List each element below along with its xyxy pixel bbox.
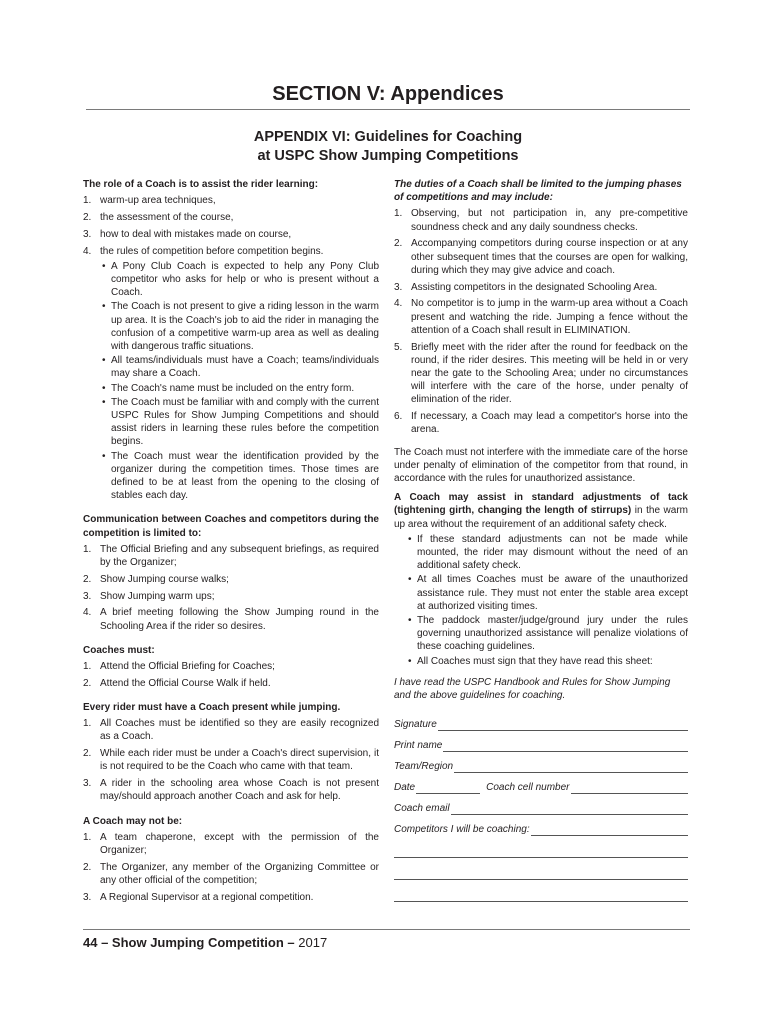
list-item: 4. the rules of competition before competition begins. • A Pony Club Coach is expected to help any Pony Club competitor who asks for help or who is present without a Coach. • The Coach is not present to give a riding lesson in the warm up area. It is the Coach's job to aid the rider in managing the confusion of a competitive warm-up area as well as dealing with dangerous traffic situations. • All teams/individuals must have a Coach; teams/individuals may share a Coach. • The Coach's name must be included on the entry form. • The Coach must be familiar with and comply with the current USPC Rules for Show Jumping Competitions and should assist riders in learning these rules before the competition begins. • The Coach must wear the identification provided by the organizer during the competition times. Those times are defined to be at least from the opening to the closing of stables each day. [83, 245, 379, 502]
signature-field[interactable]: Signature [394, 710, 688, 731]
role-heading: The role of a Coach is to assist the rider learning: [83, 179, 319, 190]
print-name-field[interactable]: Print name [394, 731, 688, 752]
role-list [83, 194, 379, 502]
section-title: SECTION V: Appendices [272, 83, 504, 105]
list-item: 2. While each rider must be under a Coach's direct supervision, it is not required to be the Coach who came with that team. [83, 748, 379, 773]
list-item: 3. A rider in the schooling area whose Coach is not present may/should approach another Coach and ask for help. [83, 778, 379, 803]
may-not-be-list [83, 831, 379, 904]
coaches-must-list [83, 660, 379, 690]
list-item: 5. Briefly meet with the rider after the round for feedback on the round, if the rider desires. This meeting will be held in or very near the gate to the Schooling Area; under no circumstances will interfere with the care of the horse, under penalty of elimination of the rider. [394, 341, 688, 406]
bullet-item: • All Coaches must sign that they have read this sheet: [408, 655, 653, 667]
date-cell-field[interactable]: Date Coach cell number [394, 773, 688, 794]
list-item: 3. Assisting competitors in the designated Schooling Area. [394, 281, 658, 293]
left-column [83, 178, 379, 908]
every-rider-list [83, 717, 379, 803]
list-item: 2. Accompanying competitors during course inspection or at any other subsequent times that the courses are open for walking, during which they may give advice and coach. [394, 238, 688, 276]
list-item: 1. All Coaches must be identified so they are easily recognized as a Coach. [83, 718, 379, 743]
may-not-be-heading: A Coach may not be: [83, 815, 183, 827]
list-item: 1. Observing, but not participation in, any pre-competitive soundness check and any daily soundness checks. [394, 208, 688, 233]
list-item: 2. Show Jumping course walks; [83, 573, 229, 585]
list-item: 2. The Organizer, any member of the Organizing Committee or any other official of the competition; [83, 861, 379, 887]
tack-bullet-list [406, 533, 688, 668]
competitors-field[interactable]: Competitors I will be coaching: [394, 815, 688, 836]
list-item: 1. Attend the Official Briefing for Coaches; [83, 661, 275, 673]
coaches-must-heading: Coaches must: [83, 644, 155, 656]
appendix-title [86, 128, 690, 166]
list-item: 6. If necessary, a Coach may lead a competitor's horse into the arena. [394, 411, 688, 436]
interference-paragraph: The Coach must not interfere with the immediate care of the horse under penalty of elimination of the competitor from that round, in accordance with the rules for unauthorized assistance. [394, 446, 688, 485]
read-statement: I have read the USPC Handbook and Rules for Show Jumping and the above guidelines for coaching. [394, 676, 671, 702]
list-item: 3. A Regional Supervisor at a regional competition. [83, 891, 314, 903]
list-item: 4. A brief meeting following the Show Jumping round in the Schooling Area if the rider so desires. [83, 607, 379, 632]
communication-heading: Communication between Coaches and competitors during the competition is limited to: [83, 514, 379, 539]
bullet-item: • The paddock master/judge/ground jury under the rules governing unauthorized assistance will penalize violations of these coaching guidelines. [408, 615, 688, 653]
communication-list [83, 543, 379, 633]
bullet-item: • A Pony Club Coach is expected to help any Pony Club competitor who asks for help or who is present without a Coach. [102, 260, 379, 299]
list-item: 2. Attend the Official Course Walk if held. [83, 677, 271, 689]
competitors-line[interactable] [394, 880, 688, 902]
list-item: 3. how to deal with mistakes made on course, [83, 228, 292, 240]
bullet-item: • The Coach must wear the identification provided by the organizer during the competition times. Those times are defined to be at least from the opening to the closing of stables each day. [102, 450, 379, 502]
bullet-item: • The Coach is not present to give a riding lesson in the warm up area. It is the Coach's job to aid the rider in managing the confusion of a competitive warm-up area as well as dealing with dangerous traffic situations. [102, 301, 379, 353]
competitors-line[interactable] [394, 836, 688, 858]
tack-adjustment-heading: A Coach may assist in standard adjustments of tack (tightening girth, changing the length of stirrups) in the warm up area without the requirement of an additional safety check. [394, 492, 688, 530]
list-item: 2. the assessment of the course, [83, 212, 234, 223]
list-item: 1. A team chaperone, except with the permission of the Organizer; [83, 831, 379, 857]
coach-email-field[interactable]: Coach email [394, 794, 688, 815]
duties-heading: The duties of a Coach shall be limited to the jumping phases of competitions and may include: [394, 179, 682, 204]
coach-signature-form [394, 710, 688, 902]
right-column [394, 178, 688, 902]
bullet-item: • At all times Coaches must be aware of the unauthorized assistance rule. They must not enter the stable area except at authorized visiting times. [408, 574, 688, 612]
footer-label: 44 – Show Jumping Competition – [83, 935, 295, 950]
appendix-title-line1: APPENDIX VI: Guidelines for Coaching [253, 129, 523, 145]
duties-list [394, 207, 688, 436]
list-item: 3. Show Jumping warm ups; [83, 590, 215, 602]
competitors-line[interactable] [394, 858, 688, 880]
list-item: 4. No competitor is to jump in the warm-up area without a Coach present and watching the ride. Jumping a fence without the attention of a Coach shall result in ELIMINATION. [394, 298, 688, 336]
role-bullet-list [100, 260, 379, 503]
bullet-item: • The Coach must be familiar with and comply with the current USPC Rules for Show Jumping Competitions and should assist riders in learning these rules before the competition begins. [102, 396, 379, 448]
list-item: 1. warm-up area techniques, [83, 195, 216, 207]
bullet-item: • If these standard adjustments can not be made while mounted, the rider may dismount without the need of an additional safety check. [408, 533, 688, 572]
footer-year: 2017 [298, 935, 328, 950]
list-item: 1. The Official Briefing and any subsequent briefings, as required by the Organizer; [83, 543, 379, 569]
bullet-item: • The Coach's name must be included on the entry form. [102, 382, 355, 394]
footer-divider [83, 929, 690, 930]
team-region-field[interactable]: Team/Region [394, 752, 688, 773]
appendix-title-line2: at USPC Show Jumping Competitions [257, 148, 519, 164]
section-divider [86, 109, 690, 110]
page-footer [83, 935, 327, 950]
every-rider-heading: Every rider must have a Coach present while jumping. [83, 702, 341, 714]
bullet-item: • All teams/individuals must have a Coach; teams/individuals may share a Coach. [102, 355, 379, 380]
